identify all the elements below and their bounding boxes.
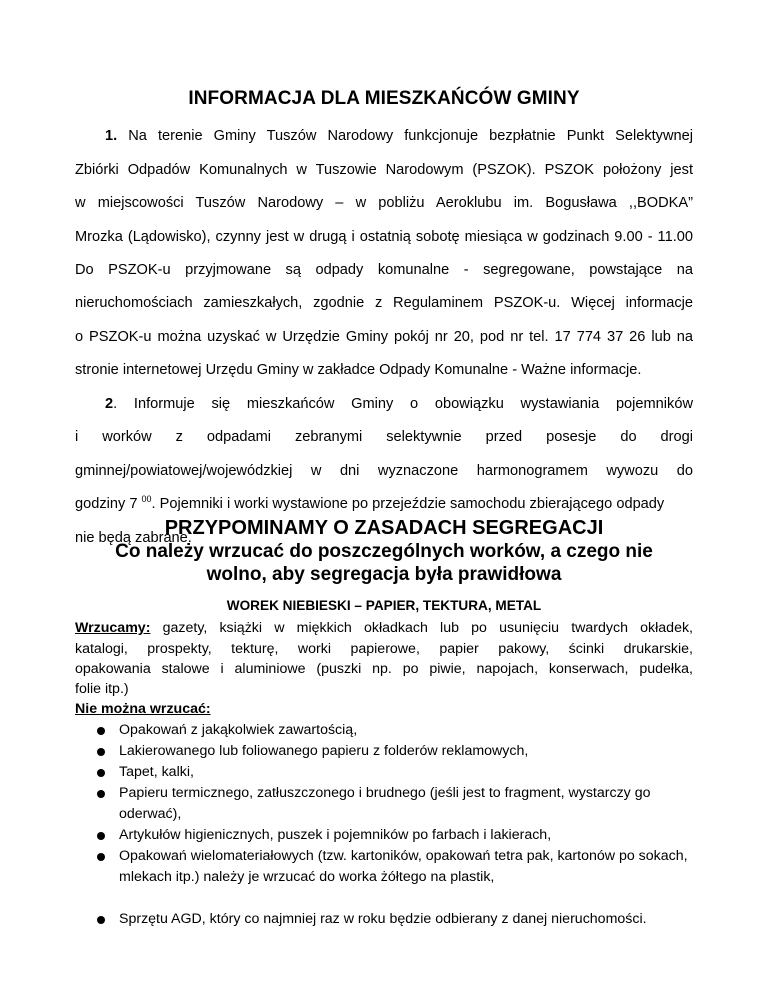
p1-line-8: stronie internetowej Urzędu Gminy w zakładce Odpady Komunalne - Ważne informacje.	[75, 362, 642, 378]
bullet-dot	[97, 727, 105, 735]
segregation-subheading-1: Co należy wrzucać do poszczególnych worków, a czego nie	[115, 541, 653, 562]
p2-text-1: . Informuje się mieszkańców Gminy o obowiązku wystawiania pojemników	[113, 396, 693, 412]
forbidden-item-3: Tapet, kalki,	[119, 764, 194, 780]
allowed-line-2: katalogi, prospekty, tekturę, worki papierowe, papier pakowy, ścinki drukarskie,	[75, 641, 693, 657]
p2-superscript: 00	[141, 494, 152, 505]
p1-line-7: o PSZOK-u można uzyskać w Urzędzie Gminy pokój nr 20, pod nr tel. 17 774 37 26 lub na	[75, 329, 693, 345]
bullet-dot	[97, 748, 105, 756]
allowed-line-4: folie itp.)	[75, 681, 129, 697]
p1-line-6: nieruchomościach zamieszkałych, zgodnie z Regulaminem PSZOK-u. Więcej informacje	[75, 295, 693, 311]
segregation-subheading-2: wolno, aby segregacja była prawidłowa	[206, 564, 562, 585]
page-title: INFORMACJA DLA MIESZKAŃCÓW GMINY	[188, 88, 580, 109]
p2-number: 2	[105, 396, 114, 412]
p1-number: 1.	[105, 128, 118, 144]
p2-line-4	[75, 494, 693, 514]
forbidden-label: Nie można wrzucać:	[75, 701, 211, 717]
segregation-heading: PRZYPOMINAMY O ZASADACH SEGREGACJI	[164, 517, 604, 539]
p1-line-1	[105, 126, 693, 146]
p2-line-2: i worków z odpadami zebranymi selektywnie przed posesje do drogi	[75, 429, 693, 445]
p1-text-1: Na terenie Gminy Tuszów Narodowy funkcjonuje bezpłatnie Punkt Selektywnej	[128, 128, 693, 144]
p1-line-2: Zbiórki Odpadów Komunalnych w Tuszowie Narodowym (PSZOK). PSZOK położony jest	[75, 162, 693, 178]
bullet-dot	[97, 832, 105, 840]
forbidden-item-4: Papieru termicznego, zatłuszczonego i brudnego (jeśli jest to fragment, wystarczy go oderwać),	[119, 785, 651, 822]
forbidden-item-1: Opakowań z jakąkolwiek zawartością,	[119, 722, 358, 738]
allowed-line-1	[75, 619, 693, 637]
p2-line-1	[105, 394, 693, 414]
forbidden-item-6: Opakowań wielomateriałowych (tzw. kartoników, opakowań tetra pak, kartonów po sokach, mlekach itp.) należy je wrzucać do worka żółtego na plastik,	[119, 848, 688, 885]
p1-line-5: Do PSZOK-u przyjmowane są odpady komunalne - segregowane, powstające na	[75, 262, 693, 278]
forbidden-item-7: Sprzętu AGD, który co najmniej raz w roku będzie odbierany z danej nieruchomości.	[119, 911, 647, 927]
section-title: WOREK NIEBIESKI – PAPIER, TEKTURA, METAL	[226, 598, 542, 613]
bullet-dot	[97, 769, 105, 777]
allowed-line-3: opakowania stalowe i aluminiowe (puszki np. po piwie, napojach, konserwach, pudełka,	[75, 661, 693, 677]
bullet-dot	[97, 790, 105, 798]
p2-line-5: nie będą zabrane.	[75, 530, 192, 546]
allowed-text-1: gazety, książki w miękkich okładkach lub po usunięciu twardych okładek,	[150, 620, 693, 636]
p2-text-4a: godziny 7	[75, 496, 142, 512]
p1-line-3: w miejscowości Tuszów Narodowy – w pobliżu Aeroklubu im. Bogusława ,,BODKA”	[75, 195, 693, 211]
p2-line-3: gminnej/powiatowej/wojewódzkiej w dni wyznaczone harmonogramem wywozu do	[75, 463, 693, 479]
bullet-dot	[97, 916, 105, 924]
allowed-label: Wrzucamy:	[75, 620, 151, 636]
p2-text-4b: . Pojemniki i worki wystawione po przejeździe samochodu zbierającego odpady	[151, 496, 665, 512]
bullet-dot	[97, 853, 105, 861]
forbidden-item-5: Artykułów higienicznych, puszek i pojemników po farbach i lakierach,	[119, 827, 552, 843]
p1-line-4: Mrozka (Lądowisko), czynny jest w drugą i ostatnią sobotę miesiąca w godzinach 9.00 - 11.00	[75, 229, 693, 245]
forbidden-item-2: Lakierowanego lub foliowanego papieru z folderów reklamowych,	[119, 743, 529, 759]
